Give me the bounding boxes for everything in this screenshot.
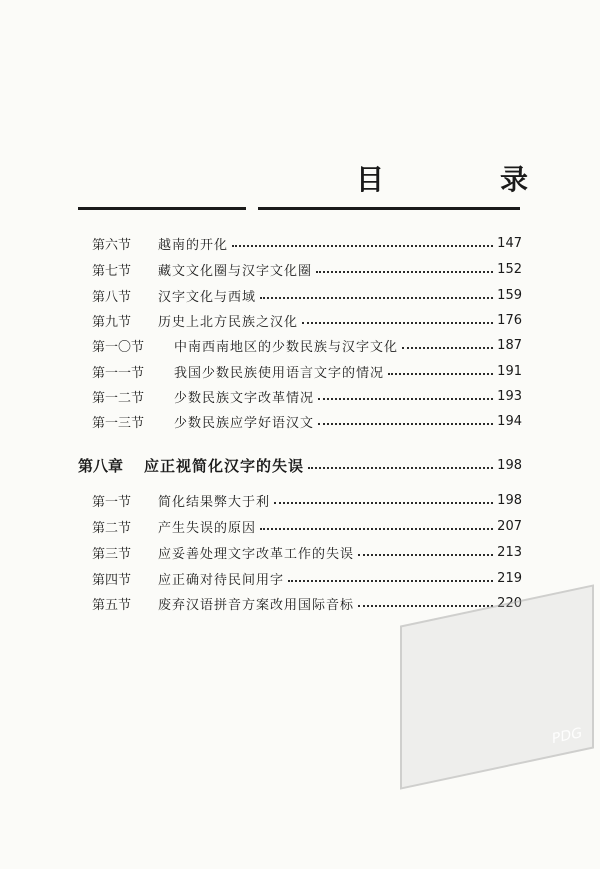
section-number: 第一一节 — [92, 365, 145, 381]
section-title: 我国少数民族使用语言文字的情况 — [174, 365, 385, 381]
section-title: 藏文文化圈与汉字文化圈 — [158, 263, 313, 279]
leader-dots — [318, 411, 493, 425]
toc-entry[interactable] — [92, 385, 522, 407]
section-title: 应正确对待民间用字 — [158, 572, 285, 588]
section-number: 第一〇节 — [92, 339, 145, 355]
page-number: 220 — [497, 595, 522, 611]
leader-dots — [358, 542, 493, 556]
page-number: 207 — [497, 518, 522, 534]
section-number: 第六节 — [92, 237, 132, 253]
title-rule-right — [258, 207, 520, 210]
toc-entry[interactable] — [92, 232, 522, 254]
toc-entry[interactable] — [92, 515, 522, 537]
section-number: 第一节 — [92, 494, 132, 510]
toc-entry[interactable] — [92, 258, 522, 280]
toc-entry[interactable] — [92, 541, 522, 563]
section-number: 第七节 — [92, 263, 132, 279]
chapter-number: 第八章 — [78, 456, 124, 475]
section-title: 中南西南地区的少数民族与汉字文化 — [174, 339, 399, 355]
toc-entry[interactable] — [92, 360, 522, 382]
section-title: 应妥善处理文字改革工作的失误 — [158, 546, 355, 562]
library-stamp-watermark — [400, 584, 594, 789]
section-title: 越南的开化 — [158, 237, 229, 253]
page-number: 198 — [497, 457, 522, 473]
leader-dots — [318, 386, 493, 400]
toc-entry[interactable] — [92, 567, 522, 589]
toc-entry[interactable] — [92, 284, 522, 306]
page-number: 191 — [497, 363, 522, 379]
section-number: 第五节 — [92, 597, 132, 613]
leader-dots — [402, 335, 493, 349]
section-title: 少数民族文字改革情况 — [174, 390, 315, 406]
leader-dots — [358, 593, 493, 607]
page-number: 159 — [497, 287, 522, 303]
toc-entry[interactable] — [92, 309, 522, 331]
section-number: 第八节 — [92, 289, 132, 305]
page-number: 152 — [497, 261, 522, 277]
page-title: 目 录 — [356, 163, 573, 196]
leader-dots — [288, 568, 493, 582]
page-number: 147 — [497, 235, 522, 251]
section-number: 第一二节 — [92, 390, 145, 406]
toc-entry[interactable] — [92, 592, 522, 614]
toc-entry[interactable] — [92, 489, 522, 511]
section-title: 少数民族应学好语汉文 — [174, 415, 315, 431]
page-number: 176 — [497, 312, 522, 328]
section-title: 废弃汉语拼音方案改用国际音标 — [158, 597, 355, 613]
leader-dots — [232, 233, 493, 247]
toc-entry[interactable] — [92, 334, 522, 356]
section-number: 第九节 — [92, 314, 132, 330]
page-number: 193 — [497, 388, 522, 404]
section-title: 汉字文化与西域 — [158, 289, 257, 305]
page-number: 219 — [497, 570, 522, 586]
watermark-label: PDG — [551, 724, 582, 748]
toc-chapter[interactable] — [78, 453, 522, 477]
section-number: 第一三节 — [92, 415, 145, 431]
toc-entry[interactable] — [92, 410, 522, 432]
leader-dots — [308, 455, 493, 469]
section-title: 简化结果弊大于利 — [158, 494, 271, 510]
section-number: 第二节 — [92, 520, 132, 536]
chapter-title: 应正视简化汉字的失误 — [144, 456, 305, 475]
section-title: 产生失误的原因 — [158, 520, 257, 536]
leader-dots — [316, 259, 493, 273]
section-number: 第三节 — [92, 546, 132, 562]
section-number: 第四节 — [92, 572, 132, 588]
leader-dots — [302, 310, 493, 324]
page-number: 213 — [497, 544, 522, 560]
leader-dots — [260, 516, 493, 530]
leader-dots — [260, 285, 493, 299]
leader-dots — [388, 361, 493, 375]
page-number: 194 — [497, 413, 522, 429]
page-number: 187 — [497, 337, 522, 353]
page-number: 198 — [497, 492, 522, 508]
leader-dots — [274, 490, 493, 504]
section-title: 历史上北方民族之汉化 — [158, 314, 299, 330]
title-rule-left — [78, 207, 246, 210]
